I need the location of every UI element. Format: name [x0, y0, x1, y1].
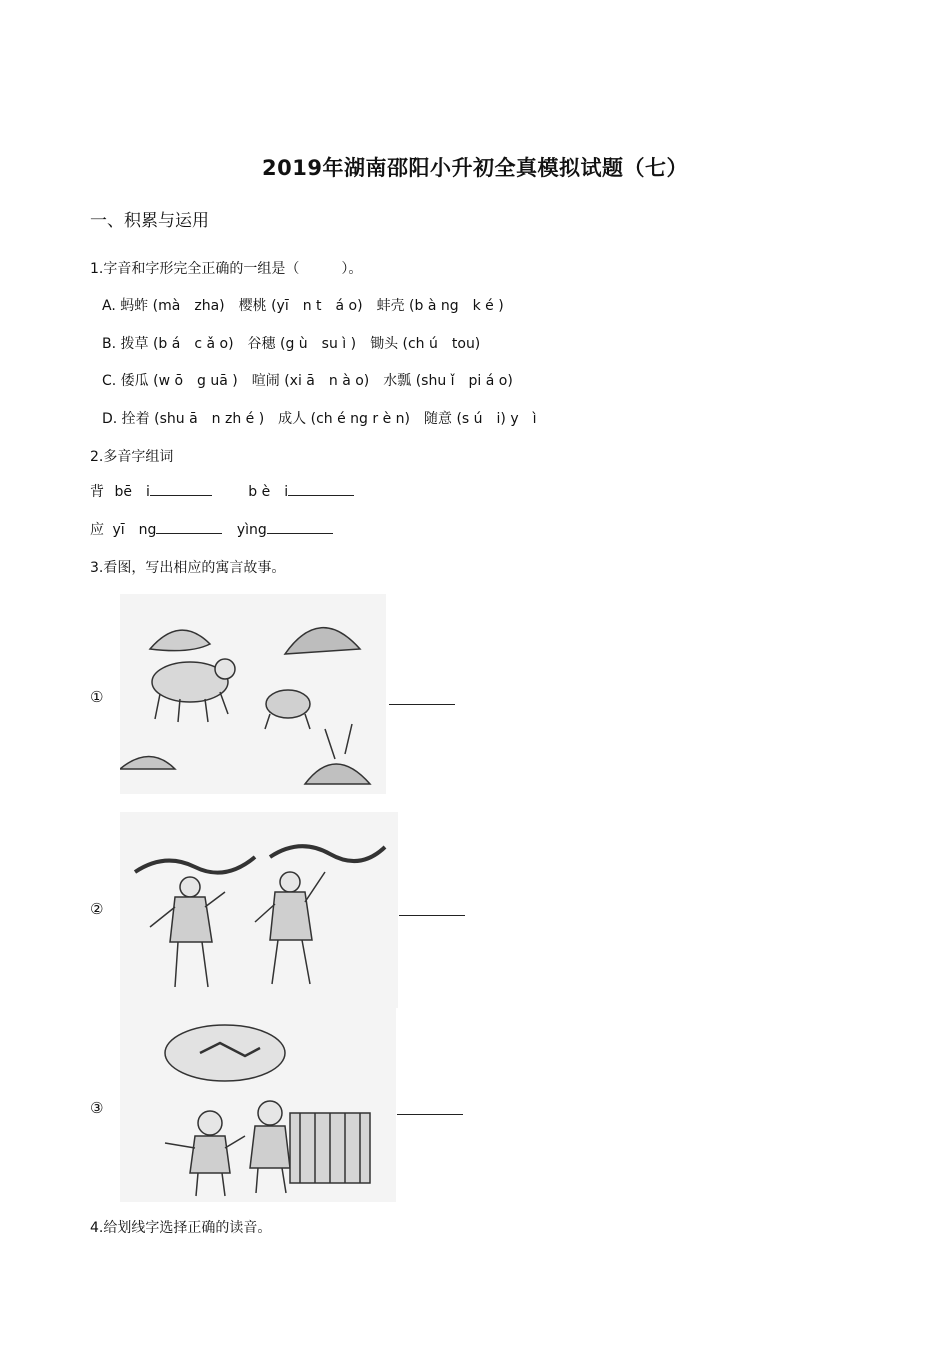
- answer-line-3[interactable]: [397, 1114, 463, 1115]
- pinyin-label: yìng: [236, 522, 267, 538]
- pinyin-label: bē i: [114, 484, 150, 500]
- page-title: 2019年湖南邵阳小升初全真模拟试题（七）: [262, 156, 688, 180]
- answer-blank[interactable]: [150, 481, 212, 496]
- answer-line-2[interactable]: [399, 915, 465, 916]
- pinyin-label: b è i: [248, 484, 289, 500]
- pinyin-label: yī ng: [112, 522, 157, 538]
- fable-illustration-tiger-fox: [120, 594, 386, 794]
- question-4-stem: 4.给划线字选择正确的读音。: [90, 1220, 272, 1236]
- answer-blank[interactable]: [156, 519, 222, 534]
- question-1-option-c: C. 倭瓜 (w ō g uā ) 喧闹 (xi ā n à o) 水瓢 (shu ǐ pi á o): [102, 373, 513, 389]
- question-2-row-2: [90, 519, 333, 539]
- question-2-stem: 2.多音字组词: [90, 449, 174, 465]
- question-1-stem: 1.字音和字形完全正确的一组是（ ）。: [90, 261, 363, 277]
- answer-blank[interactable]: [267, 519, 333, 534]
- question-1-option-a: A. 蚂蚱 (mà zha) 樱桃 (yī n t á o) 蚌壳 (b à ng k é ): [102, 298, 504, 314]
- polyphone-char: 应: [90, 522, 104, 538]
- item-number-2: ②: [90, 900, 104, 918]
- section-heading: 一、积累与运用: [90, 211, 209, 231]
- question-1-option-b: B. 拨草 (b á c ǎ o) 谷穗 (g ù su ì ) 锄头 (ch ú tou): [102, 336, 481, 352]
- question-3-stem: 3.看图，写出相应的寓言故事。: [90, 560, 286, 576]
- question-1-option-d: D. 拴着 (shu ā n zh é ) 成人 (ch é ng r è n) 随意 (s ú i) y ì: [102, 411, 537, 427]
- answer-blank[interactable]: [288, 481, 354, 496]
- fable-illustration-mend-fold: [120, 1008, 396, 1202]
- answer-line-1[interactable]: [389, 704, 455, 705]
- polyphone-char: 背: [90, 484, 104, 500]
- item-number-1: ①: [90, 688, 104, 706]
- fable-illustration-snake-feet: [120, 812, 398, 1008]
- item-number-3: ③: [90, 1099, 104, 1117]
- question-2-row-1: [90, 481, 354, 501]
